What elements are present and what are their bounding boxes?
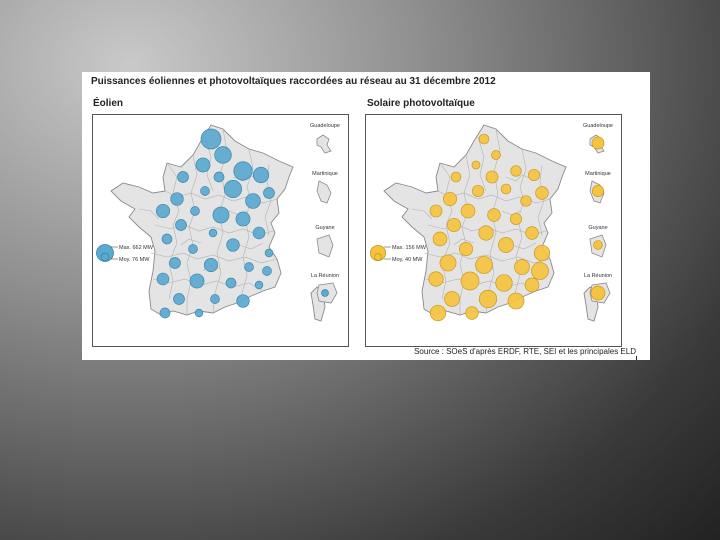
power-symbol: [459, 242, 472, 255]
power-symbol: [528, 169, 539, 180]
power-symbol: [501, 184, 511, 194]
power-symbol: [189, 245, 198, 254]
legend-mean-symbol: [375, 254, 382, 261]
overseas-label: Martinique: [312, 171, 338, 177]
power-symbol: [430, 205, 442, 217]
power-symbol: [521, 196, 532, 207]
map-legend: [370, 245, 426, 263]
power-symbol: [461, 204, 475, 218]
power-symbol: [496, 275, 513, 292]
power-symbol: [196, 158, 210, 172]
power-symbol: [213, 207, 229, 223]
power-symbol: [479, 290, 497, 308]
power-symbol: [486, 171, 498, 183]
power-symbol: [430, 305, 446, 321]
power-symbol: [592, 137, 604, 149]
power-symbol: [511, 166, 522, 177]
legend-max-label: Max. 662 MW: [119, 245, 153, 251]
overseas-outline: [317, 181, 331, 203]
power-symbol: [447, 218, 460, 231]
overseas-inset: [590, 135, 604, 153]
solar-map-panel: [365, 114, 622, 347]
power-symbol: [592, 185, 603, 196]
power-symbol: [534, 245, 550, 261]
power-symbol: [440, 255, 456, 271]
power-symbol: [451, 172, 461, 182]
power-symbol: [429, 272, 444, 287]
power-symbol: [472, 185, 483, 196]
power-symbol: [526, 227, 539, 240]
legend-mean-symbol: [101, 253, 109, 261]
power-symbol: [171, 193, 184, 206]
power-symbol: [591, 286, 605, 300]
power-symbol: [204, 258, 217, 271]
power-symbol: [479, 226, 494, 241]
power-symbol: [245, 263, 254, 272]
power-symbol: [536, 187, 549, 200]
power-symbol: [214, 172, 224, 182]
power-symbol: [190, 274, 204, 288]
power-symbol: [461, 272, 479, 290]
overseas-label: Guyane: [315, 225, 335, 231]
wind-map: [93, 115, 348, 346]
power-symbol: [157, 273, 169, 285]
overseas-label: Guadeloupe: [583, 123, 613, 129]
power-symbol: [472, 161, 480, 169]
overseas-label: Martinique: [585, 171, 611, 177]
power-symbol: [215, 147, 232, 164]
overseas-outline: [317, 135, 331, 153]
power-symbol: [531, 262, 548, 279]
power-symbol: [492, 151, 501, 160]
power-symbol: [253, 227, 265, 239]
power-symbol: [191, 207, 200, 216]
power-symbol: [444, 291, 459, 306]
power-symbol: [594, 241, 603, 250]
overseas-label: Guyane: [588, 225, 608, 231]
legend-mean-label: Moy. 76 MW: [119, 257, 150, 263]
legend-max-label: Max. 156 MW: [392, 245, 426, 251]
power-symbol: [525, 278, 539, 292]
overseas-inset: [590, 181, 604, 203]
power-symbol: [156, 204, 169, 217]
power-symbol: [508, 293, 524, 309]
figure-title: Puissances éoliennes et photovoltaïques raccordées au réseau au 31 décembre 2012: [91, 76, 496, 87]
power-symbol: [236, 212, 250, 226]
overseas-inset: [317, 235, 333, 257]
power-symbol: [253, 167, 269, 183]
overseas-inset: [590, 235, 606, 257]
power-symbol: [237, 295, 250, 308]
power-symbol: [264, 188, 275, 199]
power-symbol: [514, 259, 529, 274]
overseas-label: La Réunion: [583, 273, 613, 279]
power-symbol: [227, 239, 240, 252]
power-symbol: [224, 180, 241, 197]
power-symbol: [443, 192, 456, 205]
power-symbol: [255, 281, 263, 289]
power-symbol: [174, 294, 185, 305]
panel-label-wind: Éolien: [93, 98, 124, 109]
power-symbol: [322, 290, 329, 297]
power-symbol: [263, 267, 272, 276]
overseas-inset: [317, 135, 331, 153]
overseas-label: La Réunion: [310, 273, 340, 279]
power-symbol: [246, 194, 261, 209]
panel-label-solar: Solaire photovoltaïque: [367, 98, 475, 109]
figure-card: [82, 72, 650, 360]
power-symbol: [160, 308, 170, 318]
power-symbol: [488, 209, 501, 222]
power-symbol: [170, 258, 181, 269]
overseas-inset: [317, 181, 331, 203]
wind-map-panel: [92, 114, 349, 347]
mainland-map: [111, 125, 293, 315]
power-symbol: [234, 162, 252, 180]
map-legend: [97, 245, 154, 264]
overseas-inset: [590, 283, 610, 303]
overseas-inset: [317, 283, 337, 303]
power-symbol: [466, 307, 479, 320]
corner-tick: [636, 356, 637, 360]
power-symbol: [211, 295, 220, 304]
power-symbol: [226, 278, 236, 288]
solar-map: [366, 115, 621, 346]
overseas-label: Guadeloupe: [310, 123, 340, 129]
power-symbol: [433, 232, 447, 246]
power-symbol: [201, 187, 210, 196]
power-symbol: [479, 134, 489, 144]
power-symbol: [201, 129, 221, 149]
power-symbol: [265, 249, 273, 257]
power-symbol: [178, 172, 189, 183]
power-symbol: [195, 309, 203, 317]
power-symbol: [176, 220, 187, 231]
power-symbol: [510, 213, 521, 224]
power-symbol: [209, 229, 217, 237]
source-note: Source : SOeS d'après ERDF, RTE, SEI et les principales ELD: [414, 347, 636, 356]
power-symbol: [162, 234, 172, 244]
legend-mean-label: Moy. 40 MW: [392, 257, 423, 263]
overseas-outline: [317, 235, 333, 257]
power-symbol: [498, 237, 513, 252]
power-symbol: [475, 256, 492, 273]
